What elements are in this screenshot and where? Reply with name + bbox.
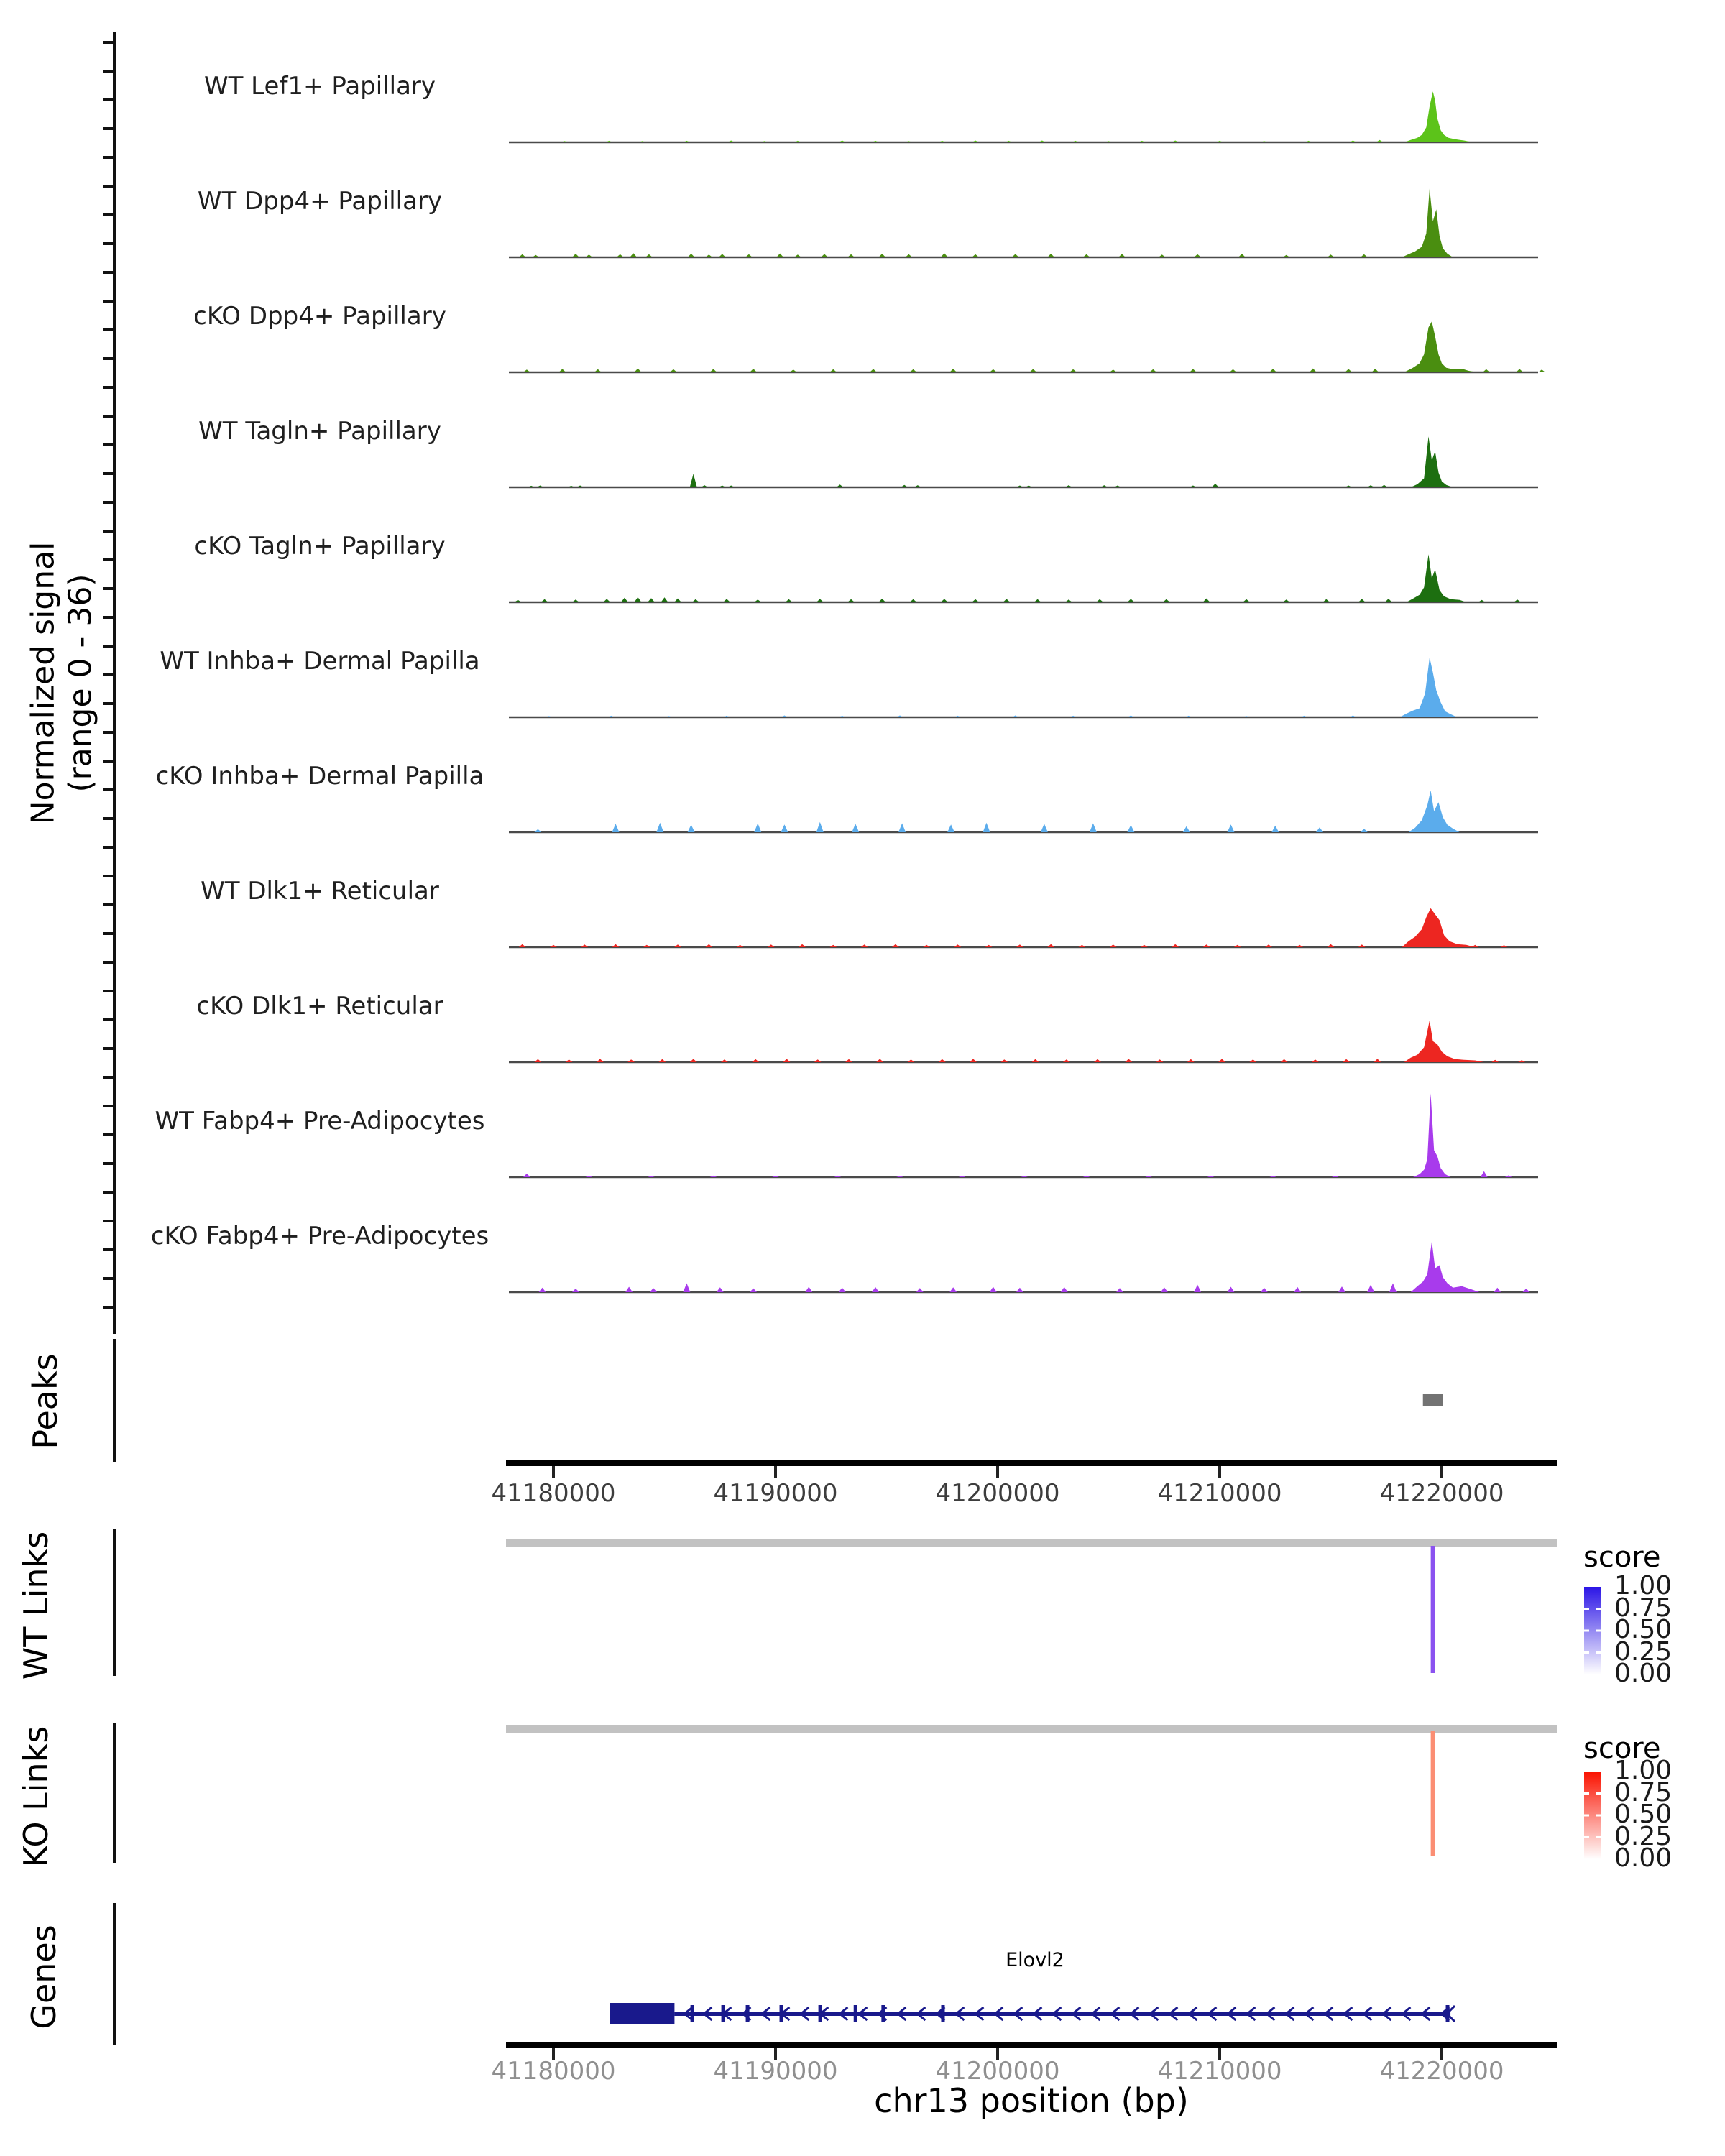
signal-axis-tick [103, 961, 113, 964]
legend-bar-tick [1584, 1630, 1589, 1632]
track-noise-signal [539, 1284, 1530, 1293]
signal-axis-tick [103, 903, 113, 906]
signal-axis-tick [103, 1018, 113, 1021]
signal-axis-tick [103, 242, 113, 245]
section-label-genes: Genes [24, 1925, 63, 2030]
coverage-track [509, 1241, 1538, 1292]
signal-axis-tick [103, 1248, 113, 1251]
signal-axis-tick [103, 530, 113, 533]
legend-value-label: 0.25 [1614, 1636, 1673, 1667]
signal-axis-line [113, 32, 116, 1334]
axis-tick [774, 1466, 777, 1478]
signal-axis-tick [103, 1047, 113, 1050]
coverage-track [509, 791, 1538, 832]
signal-axis-tick [103, 932, 113, 935]
track-peak-signal [1404, 1021, 1484, 1062]
coverage-track [509, 188, 1538, 257]
legend-bar-tick [1584, 1815, 1589, 1817]
signal-axis-tick [103, 98, 113, 101]
signal-axis-tick [103, 328, 113, 331]
track-peak-signal [1404, 321, 1478, 372]
legend-bar-tick [1596, 1630, 1601, 1632]
legend-value-label: 0.75 [1614, 1777, 1673, 1807]
signal-axis-tick [103, 616, 113, 619]
signal-axis-tick [103, 127, 113, 130]
coverage-track [509, 658, 1538, 717]
signal-axis-tick [103, 415, 113, 418]
link-line [1431, 1546, 1435, 1673]
axis-tick-label: 41180000 [491, 2057, 616, 2086]
axis-tick-label: 41210000 [1157, 1479, 1282, 1508]
axis-tick-label: 41220000 [1379, 2057, 1504, 2086]
gene-utr-box [610, 2003, 675, 2024]
links-panel-top-bar [506, 1539, 1557, 1547]
signal-axis-tick [103, 731, 113, 734]
coverage-track [509, 554, 1538, 602]
track-label: cKO Inhba+ Dermal Papilla [155, 762, 484, 791]
legend-value-label: 0.25 [1614, 1821, 1673, 1851]
coverage-track [509, 321, 1545, 372]
signal-axis-tick [103, 70, 113, 73]
signal-axis-tick [103, 817, 113, 820]
signal-axis-tick [103, 645, 113, 648]
signal-axis-tick [103, 1076, 113, 1079]
axis-tick [996, 1466, 999, 1478]
peaks-axis-line [506, 1460, 1557, 1466]
signal-axis-tick [103, 1220, 113, 1222]
signal-axis-tick [103, 760, 113, 763]
legend-bar-tick [1584, 1608, 1589, 1610]
legend-bar-tick [1584, 1836, 1589, 1838]
track-noise-signal [528, 474, 1388, 487]
signal-axis-tick [103, 846, 113, 849]
track-label: cKO Dlk1+ Reticular [196, 992, 443, 1021]
section-axis-brackets [103, 32, 116, 2045]
legend-value-label: 0.00 [1614, 1659, 1673, 1688]
legend-bar-tick [1584, 1651, 1589, 1654]
signal-axis-tick [103, 472, 113, 475]
signal-axis-tick [103, 41, 113, 44]
track-peak-signal [1407, 554, 1466, 602]
section-label-wt-links: WT Links [17, 1531, 55, 1680]
axis-tick [552, 1466, 555, 1478]
signal-axis-tick [103, 1105, 113, 1107]
legend-value-label: 0.50 [1614, 1615, 1673, 1644]
signal-axis-tick [103, 443, 113, 446]
signal-axis-tick [103, 875, 113, 877]
peaks-track [1423, 1394, 1443, 1406]
axis-tick-label: 41190000 [713, 1479, 838, 1508]
coverage-track [509, 91, 1538, 142]
track-label: cKO Tagln+ Papillary [194, 532, 446, 561]
x-axis-title: chr13 position (bp) [874, 2081, 1189, 2120]
track-label: WT Fabp4+ Pre-Adipocytes [155, 1107, 485, 1135]
legend-value-label: 1.00 [1614, 1571, 1673, 1600]
legend-bar-tick [1584, 1792, 1589, 1795]
legend-value-label: 0.00 [1614, 1843, 1673, 1873]
legend-value-label: 0.75 [1614, 1593, 1673, 1623]
track-peak-signal [1404, 91, 1473, 142]
axis-tick-label: 41180000 [491, 1479, 616, 1508]
track-label: cKO Dpp4+ Papillary [193, 302, 446, 331]
ko-links-legend-title: score [1583, 1732, 1661, 1765]
track-label: WT Lef1+ Papillary [203, 72, 436, 101]
signal-axis-tick [103, 587, 113, 590]
axis-tick [1440, 1466, 1443, 1478]
links-panels [506, 1539, 1557, 1856]
peaks-bracket [113, 1339, 116, 1462]
genes-bracket [113, 1903, 116, 2045]
coverage-tracks [509, 91, 1545, 1292]
track-peak-signal [1409, 791, 1460, 832]
track-label: WT Inhba+ Dermal Papilla [160, 647, 480, 676]
legend-value-label: 1.00 [1614, 1756, 1673, 1785]
axis-tick-label: 41190000 [713, 2057, 838, 2086]
track-label: cKO Fabp4+ Pre-Adipocytes [150, 1222, 489, 1250]
signal-axis-tick [103, 990, 113, 992]
y-axis-label-line1: Normalized signal [24, 541, 62, 825]
signal-axis-tick [103, 1277, 113, 1280]
section-label-ko-links: KO Links [17, 1726, 55, 1868]
axis-tick [1218, 1466, 1221, 1478]
ko-links-bracket [113, 1723, 116, 1863]
legend-bar-tick [1596, 1815, 1601, 1817]
legend-bar-tick [1596, 1651, 1601, 1654]
signal-axis-tick [103, 1162, 113, 1165]
signal-axis-tick [103, 702, 113, 705]
track-peak-signal [1411, 1241, 1480, 1292]
legend-bar-tick [1596, 1608, 1601, 1610]
signal-axis-tick [103, 558, 113, 561]
axis-tick-label: 41200000 [935, 2057, 1060, 2086]
signal-axis-tick [103, 213, 113, 216]
signal-axis-tick [103, 300, 113, 303]
signal-axis-tick [103, 185, 113, 188]
signal-axis-tick [103, 1306, 113, 1309]
link-line [1431, 1731, 1435, 1856]
genes-axis-line [506, 2042, 1557, 2048]
section-label-peaks: Peaks [26, 1353, 65, 1450]
track-peak-signal [1402, 908, 1475, 947]
legend-bar-tick [1596, 1792, 1601, 1795]
track-peak-signal [1402, 188, 1453, 257]
track-label: WT Dpp4+ Papillary [197, 187, 443, 216]
signal-axis-tick [103, 271, 113, 274]
track-peak-signal [1411, 436, 1453, 487]
y-axis-label-line2: (range 0 - 36) [62, 573, 99, 793]
axis-tick-label: 41220000 [1379, 1479, 1504, 1508]
links-panel-top-bar [506, 1725, 1557, 1733]
signal-axis-tick [103, 501, 113, 504]
coverage-track [509, 1093, 1538, 1177]
gene-body-line [674, 2012, 1450, 2016]
axis-tick-label: 41200000 [935, 1479, 1060, 1508]
coverage-track [509, 436, 1538, 487]
gene-name-label: Elovl2 [1006, 1949, 1064, 1971]
signal-axis-tick [103, 788, 113, 791]
track-peak-signal [1413, 1093, 1451, 1177]
coverage-track [509, 908, 1538, 947]
wt-links-bracket [113, 1529, 116, 1676]
track-label: WT Tagln+ Papillary [198, 417, 441, 446]
signal-axis-tick [103, 357, 113, 360]
gene-exon-tick [854, 2005, 857, 2022]
legend-value-label: 0.50 [1614, 1800, 1673, 1829]
coverage-track [509, 1021, 1538, 1062]
signal-axis-tick [103, 673, 113, 676]
score-legends [1584, 1587, 1601, 1859]
signal-axis-tick [103, 1133, 113, 1136]
signal-axis-tick [103, 156, 113, 159]
signal-axis-tick [103, 1191, 113, 1194]
legend-bar-tick [1596, 1836, 1601, 1838]
track-noise-signal [534, 822, 1367, 832]
track-label: WT Dlk1+ Reticular [201, 877, 439, 906]
wt-links-legend-title: score [1583, 1541, 1661, 1574]
gene-model [610, 2003, 1455, 2024]
axis-tick-label: 41210000 [1157, 2057, 1282, 2086]
peak-region-box [1423, 1394, 1443, 1406]
signal-axis-tick [103, 386, 113, 389]
track-peak-signal [1399, 658, 1457, 717]
